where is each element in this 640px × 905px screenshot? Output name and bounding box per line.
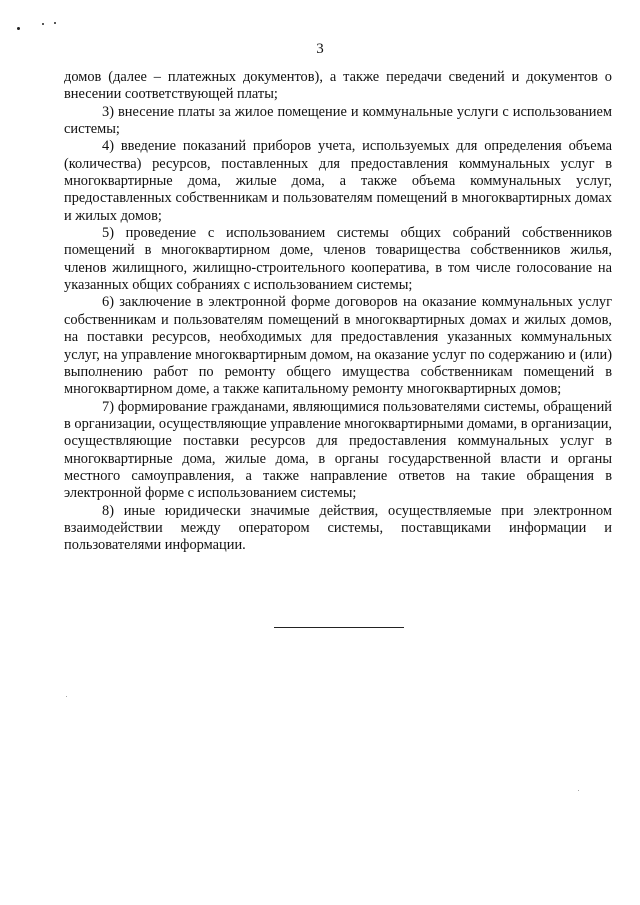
- paragraph-item-4: 4) введение показаний приборов учета, используемых для определения объема (количества) ресурсов, поставленных для предоставления коммунальных услуг в многоквартирные дома, жилые дома, а также объема коммунальных услуг, предоставленных собственникам и пользователям помещений в многоквартирных домах и жилых домов;: [64, 138, 612, 224]
- paragraph-item-5: 5) проведение с использованием системы общих собраний собственников помещений в многоквартирном доме, членов товарищества собственников жилья, членов жилищного, жилищно-строительного кооператива, в том числе голосование на указанных общих собраниях с использованием системы;: [64, 225, 612, 294]
- paragraph-continuation: домов (далее – платежных документов), а также передачи сведений и документов о внесении соответствующей платы;: [64, 69, 612, 103]
- document-body: [64, 69, 612, 555]
- paragraph-item-7: 7) формирование гражданами, являющимися пользователями системы, обращений в организации, осуществляющие управление многоквартирными домами, в организации, осуществляющие поставки ресурсов для предоставления коммунальных услуг в многоквартирные дома, жилые дома, в органы государственной власти и органы местного самоуправления, а также направление ответов на такие обращения в электронной форме с использованием системы;: [64, 398, 612, 502]
- closing-divider-line: [274, 627, 404, 628]
- paragraph-item-8: 8) иные юридически значимые действия, осуществляемые при электронном взаимодействии между оператором системы, поставщиками информации и пользователями информации.: [64, 502, 612, 554]
- paragraph-item-3: 3) внесение платы за жилое помещение и коммунальные услуги с использованием системы;: [64, 103, 612, 138]
- scan-speck: [66, 696, 67, 697]
- page-number: 3: [316, 41, 324, 57]
- scan-speck: [42, 23, 44, 25]
- scan-speck: [54, 22, 56, 24]
- scan-speck: [578, 790, 579, 791]
- paragraph-item-6: 6) заключение в электронной форме договоров на оказание коммунальных услуг собственникам и пользователям помещений в многоквартирных домах и жилых домов, на поставки ресурсов, необходимых для предоставления указанных коммунальных услуг, на управление многоквартирным домом, на оказание услуг по содержанию и (или) выполнению работ по ремонту общего имущества собственникам помещений в многоквартирном доме, а также капитальному ремонту многоквартирных домов;: [64, 294, 612, 398]
- scan-speck: [17, 27, 20, 30]
